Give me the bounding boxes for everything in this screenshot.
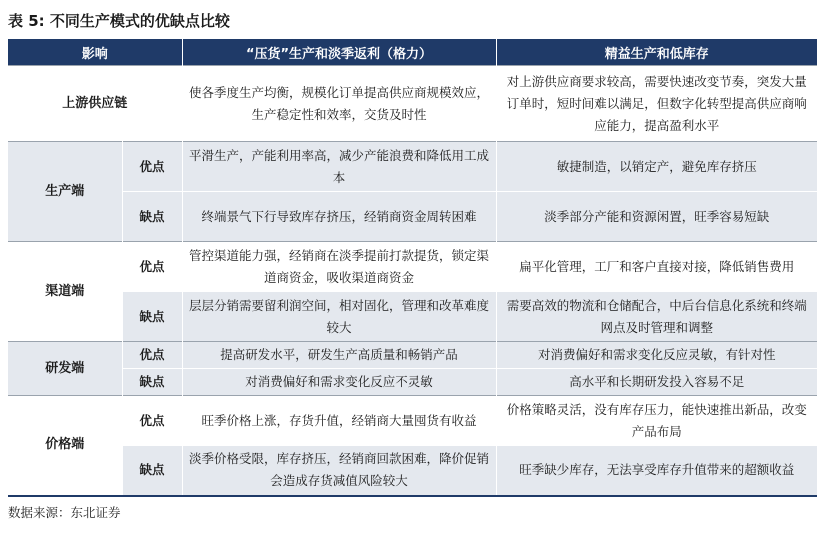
row-label-rd: 研发端 (8, 342, 122, 396)
cell-price-pro-push: 旺季价格上涨，存货升值，经销商大量囤货有收益 (182, 396, 496, 446)
cell-channel-pro-push: 管控渠道能力强，经销商在淡季提前打款提货，锁定渠道商资金，吸收渠道商资金 (182, 242, 496, 292)
cell-price-con-push: 淡季价格受限，库存挤压，经销商回款困难，降价促销会造成存货减值风险较大 (182, 446, 496, 496)
cell-production-con-lean: 淡季部分产能和资源闲置，旺季容易短缺 (496, 192, 817, 242)
cell-rd-con-push: 对消费偏好和需求变化反应不灵敏 (182, 369, 496, 396)
cell-production-pro-push: 平滑生产，产能利用率高，减少产能浪费和降低用工成本 (182, 142, 496, 192)
table-row (8, 66, 817, 142)
cell-channel-con-lean: 需要高效的物流和仓储配合，中后台信息化系统和终端网点及时管理和调整 (496, 292, 817, 342)
table-row (8, 369, 817, 396)
cell-upstream-push: 使各季度生产均衡，规模化订单提高供应商规模效应，生产稳定性和效率，交货及时性 (182, 66, 496, 142)
cell-rd-pro-lean: 对消费偏好和需求变化反应灵敏，有针对性 (496, 342, 817, 369)
table-row (8, 242, 817, 292)
sub-label-con: 缺点 (122, 369, 182, 396)
cell-upstream-lean: 对上游供应商要求较高，需要快速改变节奏，突发大量订单时，短时间难以满足，但数字化转型提高供应商响应能力，提高盈利水平 (496, 66, 817, 142)
row-label-upstream: 上游供应链 (8, 66, 182, 142)
table-row (8, 142, 817, 192)
sub-label-con: 缺点 (122, 292, 182, 342)
row-label-production: 生产端 (8, 142, 122, 242)
sub-label-con: 缺点 (122, 192, 182, 242)
row-label-price: 价格端 (8, 396, 122, 496)
header-row (8, 39, 817, 66)
header-push-production: “压货”生产和淡季返利（格力） (182, 39, 496, 66)
header-lean-production: 精益生产和低库存 (496, 39, 817, 66)
row-label-channel: 渠道端 (8, 242, 122, 342)
sub-label-pro: 优点 (122, 396, 182, 446)
cell-production-pro-lean: 敏捷制造，以销定产，避免库存挤压 (496, 142, 817, 192)
sub-label-pro: 优点 (122, 142, 182, 192)
sub-label-pro: 优点 (122, 342, 182, 369)
header-impact: 影响 (8, 39, 182, 66)
comparison-table (8, 39, 817, 497)
table-row (8, 396, 817, 446)
table-row (8, 192, 817, 242)
table-row (8, 292, 817, 342)
cell-channel-pro-lean: 扁平化管理，工厂和客户直接对接，降低销售费用 (496, 242, 817, 292)
sub-label-con: 缺点 (122, 446, 182, 496)
cell-price-con-lean: 旺季缺少库存，无法享受库存升值带来的超额收益 (496, 446, 817, 496)
cell-rd-pro-push: 提高研发水平，研发生产高质量和畅销产品 (182, 342, 496, 369)
table-row (8, 446, 817, 496)
data-source: 数据来源：东北证券 (8, 505, 121, 520)
table-row (8, 342, 817, 369)
cell-production-con-push: 终端景气下行导致库存挤压，经销商资金周转困难 (182, 192, 496, 242)
table-caption: 表 5: 不同生产模式的优缺点比较 (8, 12, 230, 30)
cell-channel-con-push: 层层分销需要留利润空间，相对固化，管理和改革难度较大 (182, 292, 496, 342)
cell-price-pro-lean: 价格策略灵活，没有库存压力，能快速推出新品，改变产品布局 (496, 396, 817, 446)
cell-rd-con-lean: 高水平和长期研发投入容易不足 (496, 369, 817, 396)
sub-label-pro: 优点 (122, 242, 182, 292)
